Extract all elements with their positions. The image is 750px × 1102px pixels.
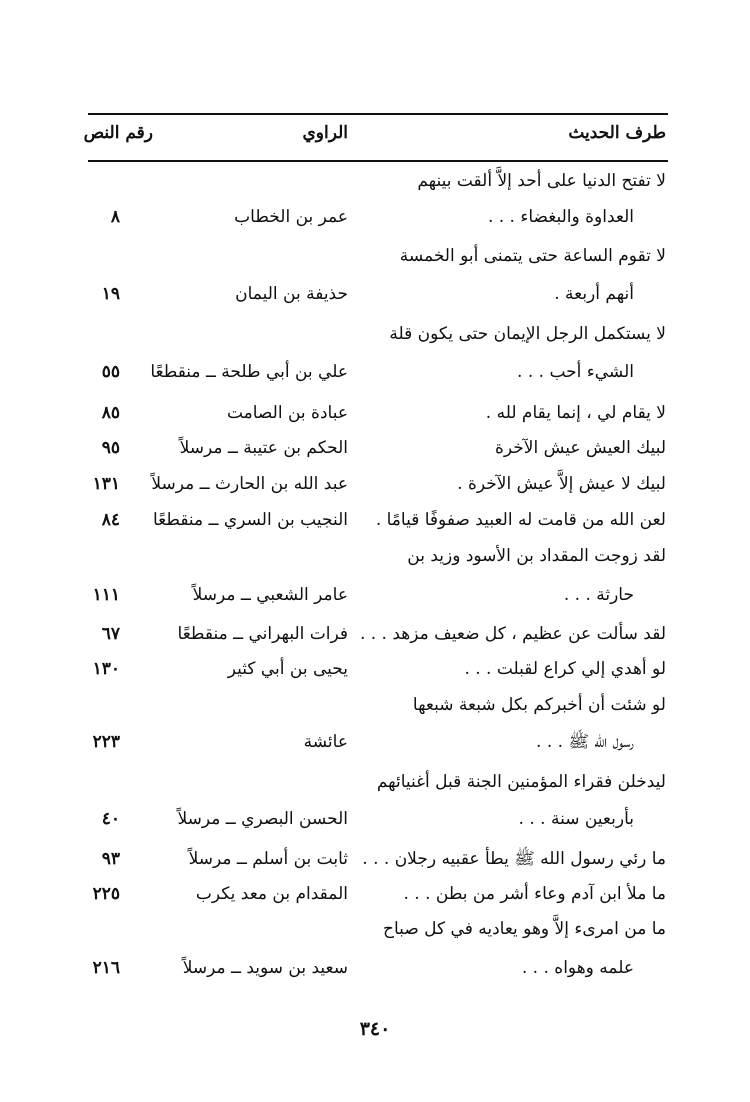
narrator-name: عبد الله بن الحارث ــ مرسلاً: [151, 474, 348, 494]
hadith-text: رسول الله ﷺ . . .: [536, 732, 634, 752]
header-col-hadith: طرف الحديث: [568, 123, 666, 143]
hadith-text: علمه وهواه . . .: [521, 958, 634, 978]
narrator-name: يحيى بن أبي كثير: [227, 659, 348, 679]
hadith-text: حارثة . . .: [563, 585, 634, 605]
text-number: ١٣٠: [92, 659, 120, 679]
narrator-name: سعيد بن سويد ــ مرسلاً: [182, 958, 348, 978]
narrator-name: فرات البهراني ــ منقطعًا: [177, 624, 348, 644]
hadith-text: لا يقام لي ، إنما يقام لله .: [485, 403, 666, 423]
narrator-name: عائشة: [303, 732, 348, 752]
text-number: ٢٢٣: [92, 732, 120, 752]
narrator-name: عامر الشعبي ــ مرسلاً: [192, 585, 348, 605]
hadith-text: لا يستكمل الرجل الإيمان حتى يكون قلة: [389, 324, 666, 344]
hadith-text: لعن الله من قامت له العبيد صفوفًا قيامًا .: [375, 510, 666, 530]
text-number: ٨٤: [101, 510, 120, 530]
hadith-text: لبيك لا عيش إلاَّ عيش الآخرة .: [457, 474, 666, 494]
hadith-text: لو أهدي إلي كراع لقبلت . . .: [464, 659, 666, 679]
text-number: ٥٥: [101, 362, 120, 382]
narrator-name: ثابت بن أسلم ــ مرسلاً: [188, 849, 348, 869]
text-number: ٩٥: [101, 438, 120, 458]
hadith-text: ما من امرىء إلاَّ وهو يعاديه في كل صباح: [383, 919, 666, 939]
narrator-name: الحسن البصري ــ مرسلاً: [177, 809, 348, 829]
hadith-text: ليدخلن فقراء المؤمنين الجنة قبل أغنيائهم: [376, 772, 666, 792]
text-number: ٨٥: [101, 403, 120, 423]
header-col-number: رقم النص: [83, 123, 153, 143]
narrator-name: عبادة بن الصامت: [226, 403, 348, 423]
narrator-name: النجيب بن السري ــ منقطعًا: [153, 510, 348, 530]
narrator-name: حذيفة بن اليمان: [235, 284, 348, 304]
header-rule: [88, 160, 668, 162]
narrator-name: المقدام بن معد يكرب: [195, 884, 348, 904]
hadith-text: لو شئت أن أخبركم بكل شبعة شبعها: [412, 695, 666, 715]
hadith-text: ما ملأ ابن آدم وعاء أشر من بطن . . .: [403, 884, 666, 904]
hadith-text: الشيء أحب . . .: [517, 362, 634, 382]
hadith-text: العداوة والبغضاء . . .: [487, 207, 634, 227]
hadith-text: لقد سألت عن عظيم ، كل ضعيف مزهد . . .: [359, 624, 666, 644]
text-number: ٨: [110, 207, 120, 227]
text-number: ٦٧: [101, 624, 120, 644]
narrator-name: عمر بن الخطاب: [234, 207, 348, 227]
text-number: ٩٣: [101, 849, 120, 869]
page-number: ٣٤٠: [359, 1018, 391, 1040]
hadith-text: أنهم أربعة .: [554, 284, 634, 304]
text-number: ٢٢٥: [92, 884, 120, 904]
header-col-narrator: الراوي: [302, 123, 348, 143]
narrator-name: علي بن أبي طلحة ــ منقطعًا: [150, 362, 348, 382]
top-rule: [88, 113, 668, 115]
hadith-text: لبيك العيش عيش الآخرة: [494, 438, 666, 458]
text-number: ٢١٦: [92, 958, 120, 978]
hadith-text: بأربعين سنة . . .: [518, 809, 634, 829]
hadith-text: ما رئي رسول الله ﷺ يطأ عقبيه رجلان . . .: [362, 849, 666, 869]
text-number: ٤٠: [101, 809, 120, 829]
narrator-name: الحكم بن عتيبة ــ مرسلاً: [179, 438, 348, 458]
text-number: ١٣١: [92, 474, 120, 494]
text-number: ١٩: [101, 284, 120, 304]
text-number: ١١١: [92, 585, 120, 605]
hadith-text: لا تقوم الساعة حتى يتمنى أبو الخمسة: [399, 246, 666, 266]
hadith-text: لا تفتح الدنيا على أحد إلاَّ ألقت بينهم: [417, 171, 666, 191]
hadith-text: لقد زوجت المقداد بن الأسود وزيد بن: [407, 546, 666, 566]
